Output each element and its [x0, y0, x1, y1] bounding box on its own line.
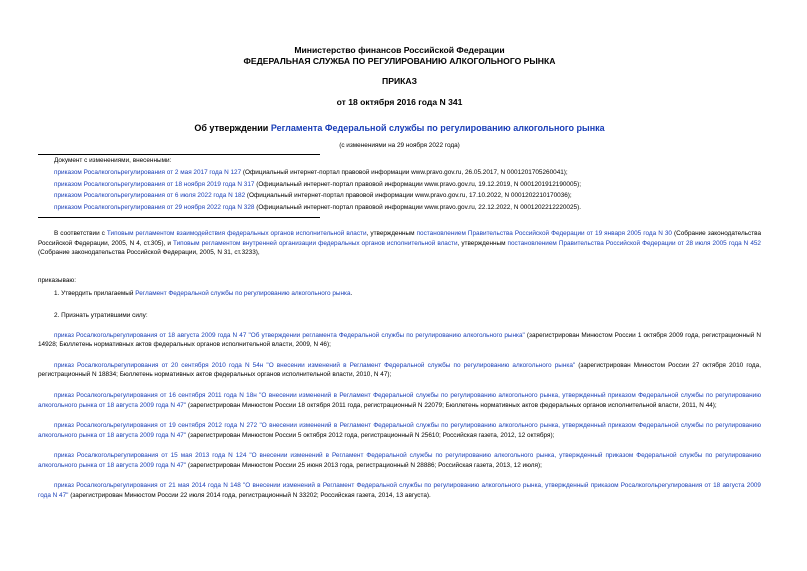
repealed-item: приказ Росалкогольрегулирования от 19 сентября 2012 года N 272 "О внесении изменений в Регламент Федеральной службы по регулированию алкогольного рынка, утвержденный приказом Федеральной службы по регулированию алкогольного рынка от 18 августа 2009 года N 47" (зарегистрирован Минюстом России 5 октября 2012 года, регистрационный N 25610; Российская газета, 2012, 12 октября);	[38, 422, 761, 439]
service-name: ФЕДЕРАЛЬНАЯ СЛУЖБА ПО РЕГУЛИРОВАНИЮ АЛКОГОЛЬНОГО РЫНКА	[243, 55, 556, 66]
amendment-item: приказом Росалкогольрегулирования от 18 ноября 2019 года N 317 (Официальный интернет-портал правовой информации www.pravo.gov.ru, 19.12.2019, N 0001201912190005);	[54, 180, 582, 188]
amendment-link[interactable]: приказом Росалкогольрегулирования от 29 ноября 2022 года N 328	[54, 204, 255, 212]
regulation-link[interactable]: Регламент Федеральной службы по регулированию алкогольного рынка	[135, 290, 351, 298]
document-title	[38, 123, 761, 133]
amendment-item: приказом Росалкогольрегулирования от 6 июля 2022 года N 182 (Официальный интернет-портал правовой информации www.pravo.gov.ru, 17.10.2022, N 0001202210170036);	[54, 192, 572, 200]
repealed-item: приказ Росалкогольрегулирования от 16 сентября 2011 года N 18н "О внесении изменений в Регламент Федеральной службы по регулированию алкогольного рынка, утвержденный приказом Федеральной службы по регулированию алкогольного рынка от 18 августа 2009 года N 47" (зарегистрирован Минюстом России 18 октября 2011 года, регистрационный N 22079; Бюллетень нормативных актов федеральных органов исполнительной власти, 2011, N 44);	[38, 391, 761, 409]
preamble-link[interactable]: Типовым регламентом внутренней организации федеральных органов исполнительной власти	[172, 239, 458, 247]
repealed-link[interactable]: приказ Росалкогольрегулирования от 19 сентября 2012 года N 272 "О внесении изменений в Регламент Федеральной службы по регулированию алкогольного рынка, утвержденный приказом Федеральной службы по регулированию алкогольного рынка от 18 августа 2009 года N 47"	[38, 422, 761, 439]
preamble-link[interactable]: постановлением Правительства Российской Федерации от 28 июля 2005 года N 452	[507, 239, 761, 247]
repealed-link[interactable]: приказ Росалкогольрегулирования от 16 сентября 2011 года N 18н "О внесении изменений в Регламент Федеральной службы по регулированию алкогольного рынка, утвержденный приказом Федеральной службы по регулированию алкогольного рынка от 18 августа 2009 года N 47"	[38, 391, 761, 409]
preamble-link[interactable]: постановлением Правительства Российской Федерации от 19 января 2005 года N 30	[416, 229, 672, 237]
repealed-item: приказ Росалкогольрегулирования от 15 мая 2013 года N 124 "О внесении изменений в Регламент Федеральной службы по регулированию алкогольного рынка, утвержденный приказом Федеральной службы по регулированию алкогольного рынка от 18 августа 2009 года N 47" (зарегистрирован Минюстом России 25 июня 2013 года, регистрационный N 28886; Российская газета, 2013, 12 июля);	[38, 452, 761, 469]
title-prefix: Об утверждении	[194, 123, 271, 133]
title-link[interactable]: Регламента Федеральной службы по регулированию алкогольного рынка	[270, 123, 605, 133]
point-1: 1. Утвердить прилагаемый Регламент Федеральной службы по регулированию алкогольного рынка.	[54, 290, 353, 298]
amendment-link[interactable]: приказом Росалкогольрегулирования от 2 мая 2017 года N 127	[54, 168, 242, 176]
amendment-link[interactable]: приказом Росалкогольрегулирования от 6 июля 2022 года N 182	[54, 192, 246, 200]
point-2: 2. Признать утратившими силу:	[54, 311, 148, 319]
ministry-name: Министерство финансов Российской Федерации	[294, 45, 505, 55]
repealed-link[interactable]: приказ Росалкогольрегулирования от 15 мая 2013 года N 124 "О внесении изменений в Регламент Федеральной службы по регулированию алкогольного рынка, утвержденный приказом Федеральной службы по регулированию алкогольного рынка от 18 августа 2009 года N 47"	[38, 452, 761, 469]
repealed-item: приказ Росалкогольрегулирования от 18 августа 2009 года N 47 "Об утверждении регламента Федеральной службы по регулированию алкогольного рынка" (зарегистрирован Минюстом России 1 октября 2009 года, регистрационный N 14928; Бюллетень нормативных актов федеральных органов исполнительной власти, 2009, N 46);	[38, 331, 761, 349]
revision-note: (с изменениями на 29 ноября 2022 года)	[339, 142, 460, 149]
repealed-link[interactable]: приказ Росалкогольрегулирования от 20 сентября 2010 года N 54н "О внесении изменений в Регламент Федеральной службы по регулированию алкогольного рынка"	[54, 361, 576, 369]
document-header	[38, 0, 761, 107]
divider-bottom	[38, 217, 320, 218]
preamble-paragraph: В соответствии с Типовым регламентом взаимодействия федеральных органов исполнительной власти, утвержденным постановлением Правительства Российской Федерации от 19 января 2005 года N 30 (Собрание законодательства Российской Федерации, 2005, N 4, ст.305), и Типовым регламентом внутренней организации федеральных органов исполнительной власти, утвержденным постановлением Правительства Российской Федерации от 28 июля 2005 года N 452 (Собрание законодательства Российской Федерации, 2005, N 31, ст.3233),	[38, 229, 762, 257]
repealed-link[interactable]: приказ Росалкогольрегулирования от 18 августа 2009 года N 47 "Об утверждении регламента Федеральной службы по регулированию алкогольного рынка"	[54, 331, 525, 339]
repealed-item: приказ Росалкогольрегулирования от 20 сентября 2010 года N 54н "О внесении изменений в Регламент Федеральной службы по регулированию алкогольного рынка" (зарегистрирован Минюстом России 27 октября 2010 года, регистрационный N 18834; Бюллетень нормативных актов федеральных органов исполнительной власти, 2010, N 47);	[38, 361, 761, 379]
preamble-link[interactable]: Типовым регламентом взаимодействия федеральных органов исполнительной власти	[106, 229, 367, 237]
repealed-link[interactable]: приказ Росалкогольрегулирования от 21 мая 2014 года N 148 "О внесении изменений в Регламент Федеральной службы по регулированию алкогольного рынка, утвержденный приказом Росалкогольрегулирования от 18 августа 2009 года N 47"	[38, 482, 761, 500]
amendments-intro: Документ с изменениями, внесенными:	[54, 157, 172, 164]
doc-type: ПРИКАЗ	[382, 76, 417, 86]
amendment-item: приказом Росалкогольрегулирования от 29 ноября 2022 года N 328 (Официальный интернет-портал правовой информации www.pravo.gov.ru, 22.12.2022, N 0001202212220025).	[54, 204, 582, 212]
amendment-item: приказом Росалкогольрегулирования от 2 мая 2017 года N 127 (Официальный интернет-портал правовой информации www.pravo.gov.ru, 26.05.2017, N 0001201705260041);	[54, 168, 568, 176]
amendments-block	[38, 155, 761, 214]
amendment-link[interactable]: приказом Росалкогольрегулирования от 18 ноября 2019 года N 317	[54, 180, 255, 188]
order-word: приказываю:	[38, 276, 76, 284]
doc-date: от 18 октября 2016 года N 341	[336, 96, 463, 107]
repealed-item: приказ Росалкогольрегулирования от 21 мая 2014 года N 148 "О внесении изменений в Регламент Федеральной службы по регулированию алкогольного рынка, утвержденный приказом Росалкогольрегулирования от 18 августа 2009 года N 47" (зарегистрирован Минюстом России 22 июля 2014 года, регистрационный N 33202; Российская газета, 2014, 13 августа).	[38, 482, 761, 500]
